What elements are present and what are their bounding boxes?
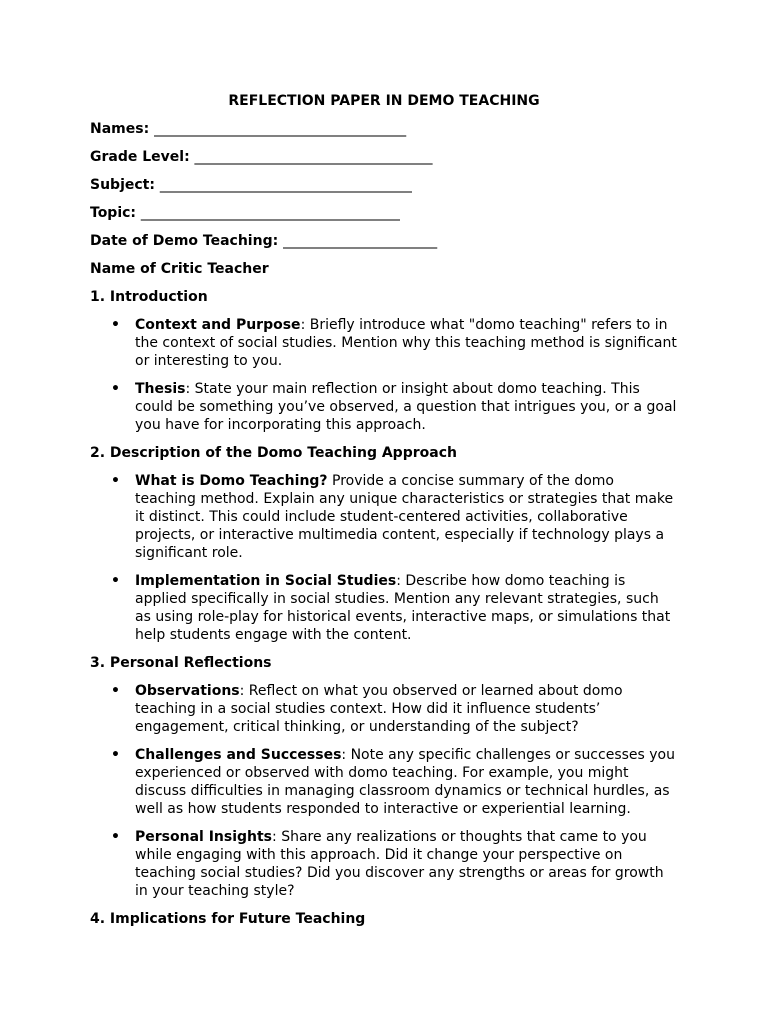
list-item bbox=[111, 746, 678, 818]
item-term: Implementation in Social Studies bbox=[135, 573, 397, 589]
bullet-marker: • bbox=[111, 747, 120, 763]
item-term: Challenges and Successes bbox=[135, 747, 342, 763]
item-text: : Describe how domo teaching is applied specifically in social studies. Mention any relevant strategies, such as using role-play for historical events, interactive maps, or simulations that help students engage with the content. bbox=[135, 573, 671, 643]
field-label: Topic: bbox=[90, 205, 137, 221]
bullet-list bbox=[90, 682, 678, 900]
bullet-marker: • bbox=[111, 473, 120, 489]
document-title: REFLECTION PAPER IN DEMO TEACHING bbox=[228, 93, 540, 109]
bullet-marker: • bbox=[111, 573, 120, 589]
field-blank: ______________________ bbox=[283, 233, 438, 249]
grade-level-field bbox=[90, 148, 678, 166]
item-term: Context and Purpose bbox=[135, 317, 301, 333]
section-heading-description: 2. Description of the Domo Teaching Approach bbox=[90, 445, 457, 461]
section-heading-introduction: 1. Introduction bbox=[90, 289, 208, 305]
bullet-marker: • bbox=[111, 683, 120, 699]
field-label: Grade Level: bbox=[90, 149, 190, 165]
list-item bbox=[111, 380, 678, 434]
item-text: : State your main reflection or insight about domo teaching. This could be something you’ve observed, a question that intrigues you, or a goal you have for incorporating this approach. bbox=[135, 381, 677, 433]
section-heading-personal-reflections: 3. Personal Reflections bbox=[90, 655, 272, 671]
critic-teacher-label: Name of Critic Teacher bbox=[90, 261, 269, 277]
bullet-marker: • bbox=[111, 317, 120, 333]
bullet-marker: • bbox=[111, 829, 120, 845]
list-item bbox=[111, 572, 678, 644]
bullet-marker: • bbox=[111, 381, 120, 397]
field-label: Date of Demo Teaching: bbox=[90, 233, 279, 249]
list-item bbox=[111, 316, 678, 370]
bullet-list bbox=[90, 316, 678, 434]
item-text: : Share any realizations or thoughts that came to you while engaging with this approach. Did it change your perspective on teaching social studies? Did you discover any strengths or areas for growth in your teaching style? bbox=[135, 829, 664, 899]
item-term: Thesis bbox=[135, 381, 186, 397]
topic-field bbox=[90, 204, 678, 222]
item-text: : Note any specific challenges or successes you experienced or observed with domo teaching. For example, you might discuss difficulties in managing classroom dynamics or technical hurdles, as well as how students responded to interactive or experiential learning. bbox=[135, 747, 675, 817]
item-text: Provide a concise summary of the domo teaching method. Explain any unique characteristics or strategies that make it distinct. This could include student-centered activities, collaborative projects, or interactive multimedia content, especially if technology plays a significant role. bbox=[135, 473, 674, 561]
item-term: Personal Insights bbox=[135, 829, 273, 845]
field-blank: ____________________________________ bbox=[159, 177, 412, 193]
field-blank: __________________________________ bbox=[194, 149, 433, 165]
date-of-demo-field bbox=[90, 232, 678, 250]
list-item bbox=[111, 682, 678, 736]
list-item bbox=[111, 828, 678, 900]
list-item bbox=[111, 472, 678, 562]
item-term: What is Domo Teaching? bbox=[135, 473, 328, 489]
subject-field bbox=[90, 176, 678, 194]
section-heading-implications: 4. Implications for Future Teaching bbox=[90, 911, 366, 927]
item-text: : Briefly introduce what "domo teaching" refers to in the context of social studies. Mention why this teaching method is significant or interesting to you. bbox=[135, 317, 677, 369]
names-field bbox=[90, 120, 678, 138]
field-blank: ____________________________________ bbox=[154, 121, 407, 137]
field-label: Subject: bbox=[90, 177, 155, 193]
item-text: : Reflect on what you observed or learned about domo teaching in a social studies context. How did it influence students’ engagement, critical thinking, or understanding of the subject? bbox=[135, 683, 623, 735]
bullet-list bbox=[90, 472, 678, 644]
field-blank: _____________________________________ bbox=[140, 205, 400, 221]
field-label: Names: bbox=[90, 121, 150, 137]
item-term: Observations bbox=[135, 683, 240, 699]
